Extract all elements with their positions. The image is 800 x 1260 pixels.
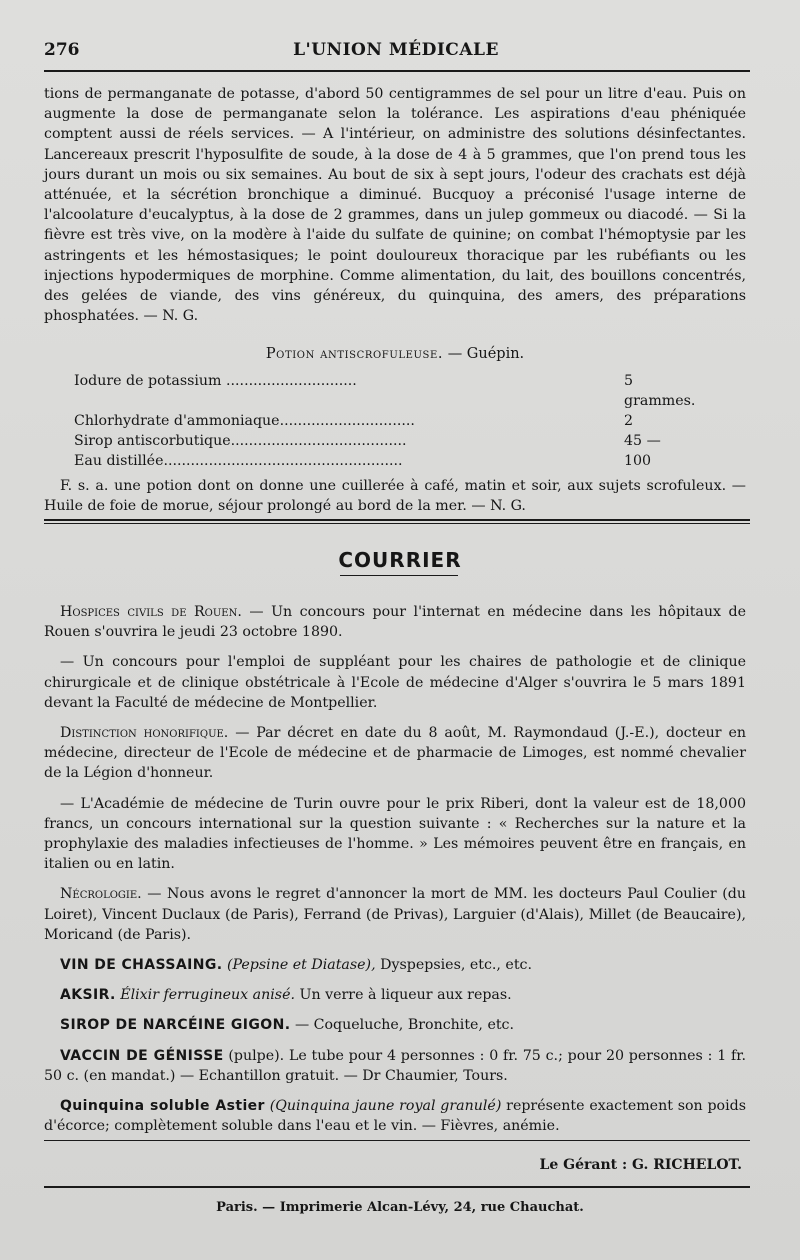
advert-text: (pulpe). Le tube pour 4 personnes : 0 fr. 75 c.; pour 20 personnes : 1 fr. 50 c. (en mandat.) — Echantillon gratuit. — Dr Chaumier, Tours. <box>44 1047 746 1084</box>
courrier-title: COURRIER <box>338 548 462 572</box>
news-text: — Nous avons le regret d'annoncer la mort de MM. les docteurs Paul Coulier (du Loiret), Vincent Duclaux (de Paris), Ferrand (de Privas), Larguier (d'Alais), Millet (de Beaucaire), Moricand (de Paris). <box>44 886 746 943</box>
courrier-section <box>44 602 746 1146</box>
advert-text: Dyspepsies, etc., etc. <box>375 957 532 974</box>
news-item <box>44 652 746 713</box>
running-title: L'UNION MÉDICALE <box>293 40 499 60</box>
advert-brand: VACCIN DE GÉNISSE <box>60 1047 224 1064</box>
advert <box>44 985 746 1005</box>
advert <box>44 955 746 975</box>
ingredient-name: Sirop antiscorbutique....................................... <box>74 433 407 450</box>
news-text: — L'Académie de médecine de Turin ouvre pour le prix Riberi, dont la valeur est de 18,000 francs, un concours international sur la question suivante : « Recherches sur la nature et la prophylaxie des maladies infectieuses de l'homme. » Les mémoires peuvent être en français, en italien ou en latin. <box>44 795 746 873</box>
potion-dash: — <box>447 346 463 363</box>
advert <box>44 1015 746 1035</box>
advert <box>44 1096 746 1136</box>
ingredient-qty: 5 grammes. <box>624 372 696 409</box>
section-rule-bottom <box>44 523 750 524</box>
potion-heading <box>44 344 746 364</box>
ingredient-qty: 2 <box>624 413 634 430</box>
advert-brand: VIN DE CHASSAING. <box>60 957 223 974</box>
page-number: 276 <box>44 40 80 60</box>
article-continuation <box>44 84 746 516</box>
advert-text: — Coqueluche, Bronchite, etc. <box>290 1017 515 1034</box>
news-lead: Hospices civils de Rouen. <box>60 604 242 620</box>
ingredient-qty: 45 — <box>624 433 661 450</box>
intro-paragraph: tions de permanganate de potasse, d'abord 50 centigrammes de sel pour un litre d'eau. Puis on augmente la dose de permanganate selon la tolérance. Les aspirations d'eau phéniquée comptent aussi de réels services. — A l'intérieur, on administre des solutions désinfectantes. Lancereaux prescrit l'hyposulfite de soude, à la dose de 4 à 5 grammes, que l'on prend tous les jours durant un mois ou six semaines. Au bout de six à sept jours, l'odeur des crachats est déjà atténuée, et la sécrétion bronchique a diminué. Bucquoy a préconisé l'usage interne de l'alcoolature d'eucalyptus, à la dose de 2 grammes, dans un julep gommeux ou diacodé. — Si la fièvre est très vive, on la modère à l'aide du sulfate de quinine; on combat l'hémoptysie par les astringents et les hémostasiques; le point douloureux thoracique par les rubéfiants ou les injections hypodermiques de morphine. Comme alimentation, du lait, des bouillons concentrés, des gelées de viande, des vins généreux, du quinquina, des amers, des préparations phosphatées. — N. G. <box>44 86 746 325</box>
news-lead: Nécrologie. <box>60 886 142 903</box>
prescription-list <box>74 371 704 472</box>
prescription-row <box>74 451 704 471</box>
ingredient-name: Eau distillée..................................................... <box>74 453 403 470</box>
news-text: — Par décret en date du 8 août, M. Raymondaud (J.-E.), docteur en médecine, directeur de l'Ecole de médecine et de pharmacie de Limoges, est nommé chevalier de la Légion d'honneur. <box>44 725 746 782</box>
ingredient-name: Iodure de potassium ............................. <box>74 372 357 389</box>
advert-italic: (Quinquina jaune royal granulé) <box>269 1098 502 1115</box>
advert-italic: (Pepsine et Diatase), <box>226 957 376 974</box>
advert <box>44 1046 746 1086</box>
advert-text: Un verre à liqueur aux repas. <box>294 987 512 1004</box>
section-rule-top <box>44 519 750 521</box>
news-item <box>44 723 746 784</box>
potion-instructions: F. s. a. une potion dont on donne une cuillerée à café, matin et soir, aux sujets scrofuleux. — Huile de foie de morue, séjour prolongé au bord de la mer. — N. G. <box>44 477 746 514</box>
potion-title: Potion antiscrofuleuse. <box>265 346 444 363</box>
news-item <box>44 602 746 642</box>
potion-author: Guépin. <box>466 346 525 363</box>
gerant-signature: Le Gérant : G. RICHELOT. <box>539 1157 742 1173</box>
courrier-underline <box>340 575 458 576</box>
prescription-row <box>74 411 704 431</box>
header-rule <box>44 70 750 72</box>
advert-text: représente exactement son poids d'écorce; complètement soluble dans l'eau et le vin. — Fièvres, anémie. <box>44 1098 746 1135</box>
prescription-row <box>74 431 704 451</box>
news-lead: Distinction honorifique. <box>60 725 229 742</box>
news-item <box>44 884 746 945</box>
advert-brand: SIROP DE NARCÉINE GIGON. <box>60 1017 291 1034</box>
footer-rule-bottom <box>44 1186 750 1188</box>
footer-rule-top <box>44 1140 750 1141</box>
ingredient-qty: 100 <box>624 453 652 470</box>
news-item <box>44 794 746 875</box>
prescription-row <box>74 371 704 411</box>
ingredient-name: Chlorhydrate d'ammoniaque.............................. <box>74 413 415 430</box>
advert-italic: Élixir ferrugineux anisé. <box>120 987 295 1004</box>
printer-imprint: Paris. — Imprimerie Alcan-Lévy, 24, rue Chauchat. <box>216 1200 584 1215</box>
advert-brand: AKSIR. <box>60 987 116 1004</box>
news-text: — Un concours pour l'emploi de suppléant pour les chaires de pathologie et de clinique chirurgicale et de clinique obstétricale à l'Ecole de médecine d'Alger s'ouvrira le 5 mars 1891 devant la Faculté de médecine de Montpellier. <box>44 654 746 711</box>
page-header <box>44 40 748 70</box>
advert-brand: Quinquina soluble Astier <box>60 1098 265 1115</box>
news-text: — Un concours pour l'internat en médecine dans les hôpitaux de Rouen s'ouvrira le jeudi 23 octobre 1890. <box>44 604 746 641</box>
